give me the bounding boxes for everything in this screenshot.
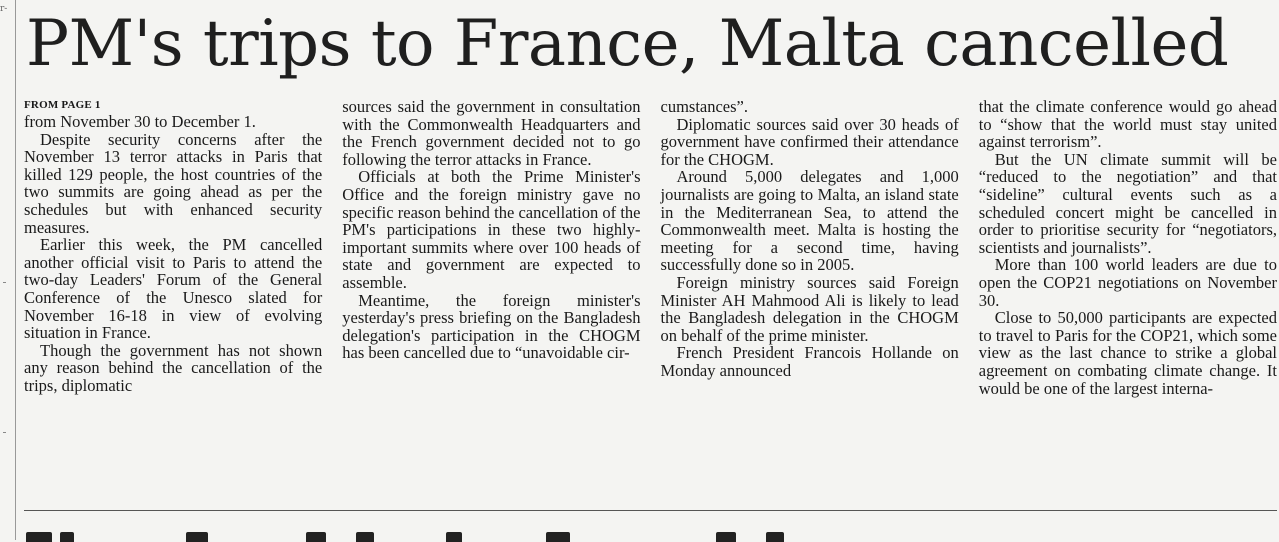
margin-tick [3,432,6,433]
paragraph: cumstances”. [660,97,749,116]
paragraph: French President Francois Hollande on Monday announced [660,343,959,380]
paragraph: Though the government has not shown any reason behind the cancellation of the trips, diplomatic [24,340,323,395]
cropped-next-headline [26,522,926,542]
paragraph: But the UN climate summit will be “reduced to the negotiation” and that “sideline” cultural events such as a scheduled concert might be cancelled in order to prioritise security for “negotiators, scientists and journalists”. [978,149,1277,257]
headline: PM's trips to France, Malta cancelled [26,7,1229,81]
paragraph: Close to 50,000 participants are expected to travel to Paris for the COP21, which some view as the last chance to strike a global agreement on combating climate change. It would be one of the largest interna- [978,308,1277,398]
paragraph: Diplomatic sources said over 30 heads of government have confirmed their attendance for the CHOGM. [660,114,959,169]
paragraph: Foreign ministry sources said Foreign Minister AH Mahmood Ali is likely to lead the Bangladesh delegation in the CHOGM on behalf of the prime minister. [660,272,959,345]
article-body [24,98,1277,490]
paragraph: Earlier this week, the PM cancelled another official visit to Paris to attend the two-day Leaders' Forum of the General Conference of the Unesco slated for November 16-18 in view of evolving situation in France. [24,235,323,343]
paragraph: Around 5,000 delegates and 1,000 journalists are going to Malta, an island state in the Mediterranean Sea, to attend the Commonwealth meet. Malta is hosting the meeting for a second time, having successfully done so in 2005. [660,167,959,275]
paragraph: sources said the government in consultation with the Commonwealth Headquarters and the French government decided not to go following the terror attacks in France. [342,97,641,169]
continuation-kicker: FROM PAGE 1 [24,99,101,111]
paragraph: Meantime, the foreign minister's yesterday's press briefing on the Bangladesh delegation's participation in the CHOGM has been cancelled due to “unavoidable cir- [342,290,641,363]
paragraph: that the climate conference would go ahead to “show that the world must stay united against terrorism”. [978,97,1277,152]
adjacent-column-fragment: r- [0,4,8,14]
margin-tick [3,282,6,283]
article-separator-rule [24,510,1277,511]
paragraph: Officials at both the Prime Minister's Office and the foreign ministry gave no specific reason behind the cancellation of the PM's participations in these two highly-important summits where over 100 heads of state and government are expected to assemble. [342,167,641,292]
paragraph: from November 30 to December 1. [24,112,256,131]
column-divider-rule [15,0,16,540]
paragraph: More than 100 world leaders are due to open the COP21 negotiations on November 30. [978,255,1277,310]
article-column-2 [342,98,640,490]
paragraph: Despite security concerns after the November 13 terror attacks in Paris that killed 129 people, the host countries of the two summits are going ahead as per the schedules but with enhanced security measures. [24,129,323,237]
article-column-4 [979,98,1277,490]
article-column-3 [661,98,959,490]
article-column-1 [24,98,322,490]
